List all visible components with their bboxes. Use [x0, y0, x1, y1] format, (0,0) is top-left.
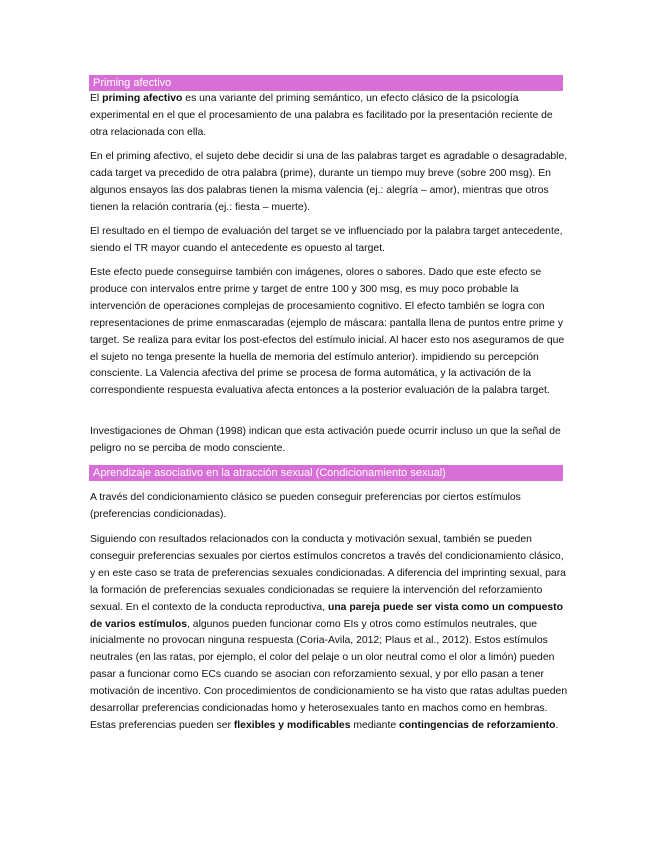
- bold-term: flexibles y modificables: [233, 719, 351, 731]
- bold-term: contingencias de reforzamiento: [399, 719, 556, 731]
- section-heading-priming-afectivo: Priming afectivo: [89, 75, 563, 91]
- paragraph: El resultado en el tiempo de evaluación del target se ve influenciado por la palabra target antecedente, siendo el TR mayor cuando el antecedente es opuesto al target.: [90, 226, 563, 254]
- paragraph: Siguiendo con resultados relacionados con la conducta y motivación sexual, también se pueden conseguir preferencias sexuales por ciertos estímulos concretos a través del condicionamiento clásico, y en este caso se trata de preferencias sexuales condicionadas. A diferencia del imprinting sexual, para la formación de preferencias sexuales condicionadas se requiere la intervención del reforzamiento sexual. En el contexto de la conducta reproductiva, una pareja puede ser vista como un compuesto de varios estímulos, algunos pueden funcionar como EIs y otros como estímulos neutrales, que inicialmente no provocan ninguna respuesta (Coria-Avila, 2012; Plaus et al., 2012). Estos estímulos neutrales (en las ratas, por ejemplo, el color del pelaje o un olor neutral como el olor a limón) pueden pasar a funcionar como ECs cuando se asocian con reforzamiento sexual, y por ello pasan a tener motivación de incentivo. Con procedimientos de condicionamiento se ha visto que ratas adultas pueden desarrollar preferencias condicionadas homo y heterosexuales tanto en machos como en hembras. Estas preferencias pueden ser flexibles y modificables mediante contingencias de reforzamiento.: [90, 534, 568, 731]
- paragraph: El priming afectivo es una variante del priming semántico, un efecto clásico de la psicología experimental en el que el procesamiento de una palabra es facilitado por la presentación reciente de otra relacionada con ella.: [90, 93, 553, 138]
- bold-term: una pareja puede ser vista como un compuesto de varios estímulos: [90, 601, 563, 630]
- paragraph: En el priming afectivo, el sujeto debe decidir si una de las palabras target es agradable o desagradable, cada target va precedido de otra palabra (prime), durante un tiempo muy breve (sobre 200 msg). En algunos ensayos las dos palabras tienen la misma valencia (ej.: alegría – amor), mientras que otros tienen la relación contraria (ej.: fiesta – muerte).: [90, 151, 568, 213]
- section-heading-aprendizaje-asociativo: Aprendizaje asociativo en la atracción sexual (Condicionamiento sexual): [89, 465, 563, 481]
- bold-term: priming afectivo: [102, 93, 183, 104]
- paragraph: Este efecto puede conseguirse también con imágenes, olores o sabores. Dado que este efecto se produce con intervalos entre prime y target de entre 100 y 300 msg, es muy poco probable la intervención de operaciones complejas de procesamiento cognitivo. El efecto también se logra con representaciones de prime enmascaradas (ejemplo de máscara: pantalla llena de puntos entre prime y target. Se realiza para evitar los post-efectos del estímulo inicial. Al hacer esto nos aseguramos de que el sujeto no tenga presente la huella de memoria del estímulo anterior). impidiendo su percepción consciente. La Valencia afectiva del prime se procesa de forma automática, y la activación de la correspondiente respuesta evaluativa afecta entonces a la posterior evaluación de la palabra target.: [90, 267, 565, 397]
- paragraph: A través del condicionamiento clásico se pueden conseguir preferencias por ciertos estímulos (preferencias condicionadas).: [90, 492, 521, 520]
- paragraph: Investigaciones de Ohman (1998) indican que esta activación puede ocurrir incluso un que la señal de peligro no se perciba de modo consciente.: [90, 426, 561, 454]
